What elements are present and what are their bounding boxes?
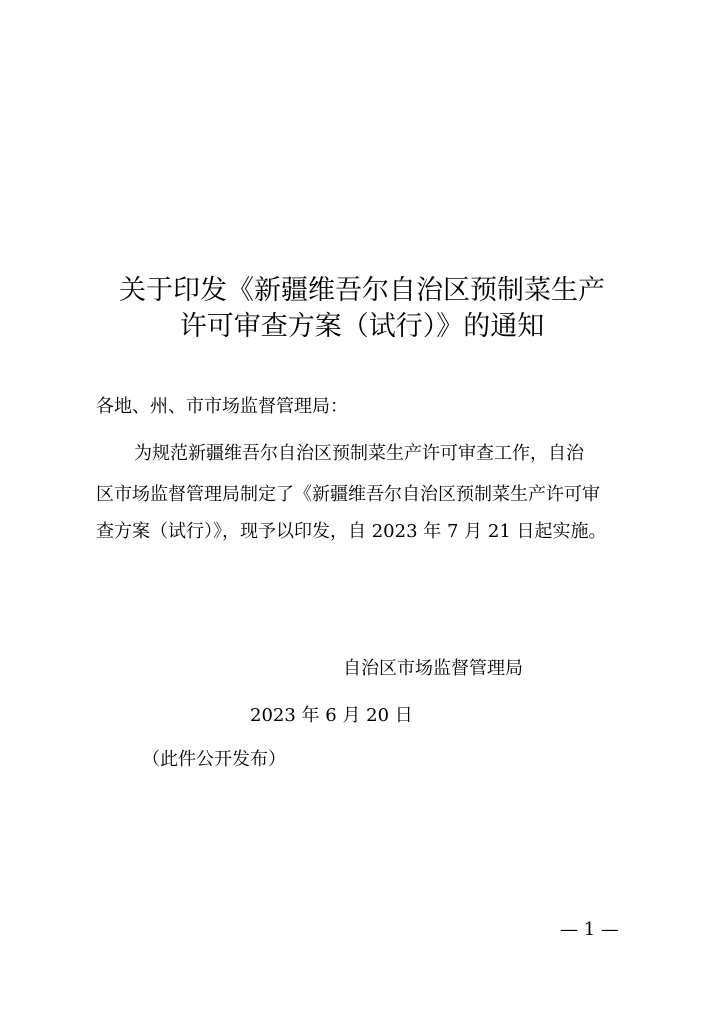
issue-year: 2023: [250, 705, 296, 726]
document-title-line-2: 许可审查方案（试行）》的通知: [179, 311, 545, 342]
body-line-3-prefix: 查方案（试行）》，现予以印发，自: [96, 521, 372, 542]
body-paragraph-line-3: [96, 518, 607, 546]
issuing-authority: 自治区市场监督管理局: [343, 658, 523, 679]
page-number: — 1 —: [560, 919, 619, 940]
effective-year: 2023: [371, 521, 418, 542]
issue-month-unit: 月: [336, 705, 367, 726]
issue-day-unit: 日: [389, 705, 413, 726]
document-title-line-1: 关于印发《新疆维吾尔自治区预制菜生产: [119, 275, 605, 306]
effective-year-unit: 年: [417, 521, 447, 542]
effective-month-unit: 月: [458, 521, 488, 542]
body-line-3-suffix: 日起实施。: [510, 521, 607, 542]
effective-month: 7: [447, 521, 459, 542]
effective-day: 21: [487, 521, 511, 542]
issue-year-unit: 年: [295, 705, 326, 726]
issue-day: 20: [366, 705, 390, 726]
body-paragraph-line-2: 区市场监督管理局制定了《新疆维吾尔自治区预制菜生产许可审: [96, 484, 600, 505]
body-paragraph-line-1: 为规范新疆维吾尔自治区预制菜生产许可审查工作，自治: [134, 443, 584, 464]
issue-month: 6: [325, 705, 337, 726]
salutation: 各地、州、市市场监督管理局：: [96, 396, 348, 417]
disclosure-note: （此件公开发布）: [142, 749, 286, 770]
issue-date: [250, 702, 413, 730]
